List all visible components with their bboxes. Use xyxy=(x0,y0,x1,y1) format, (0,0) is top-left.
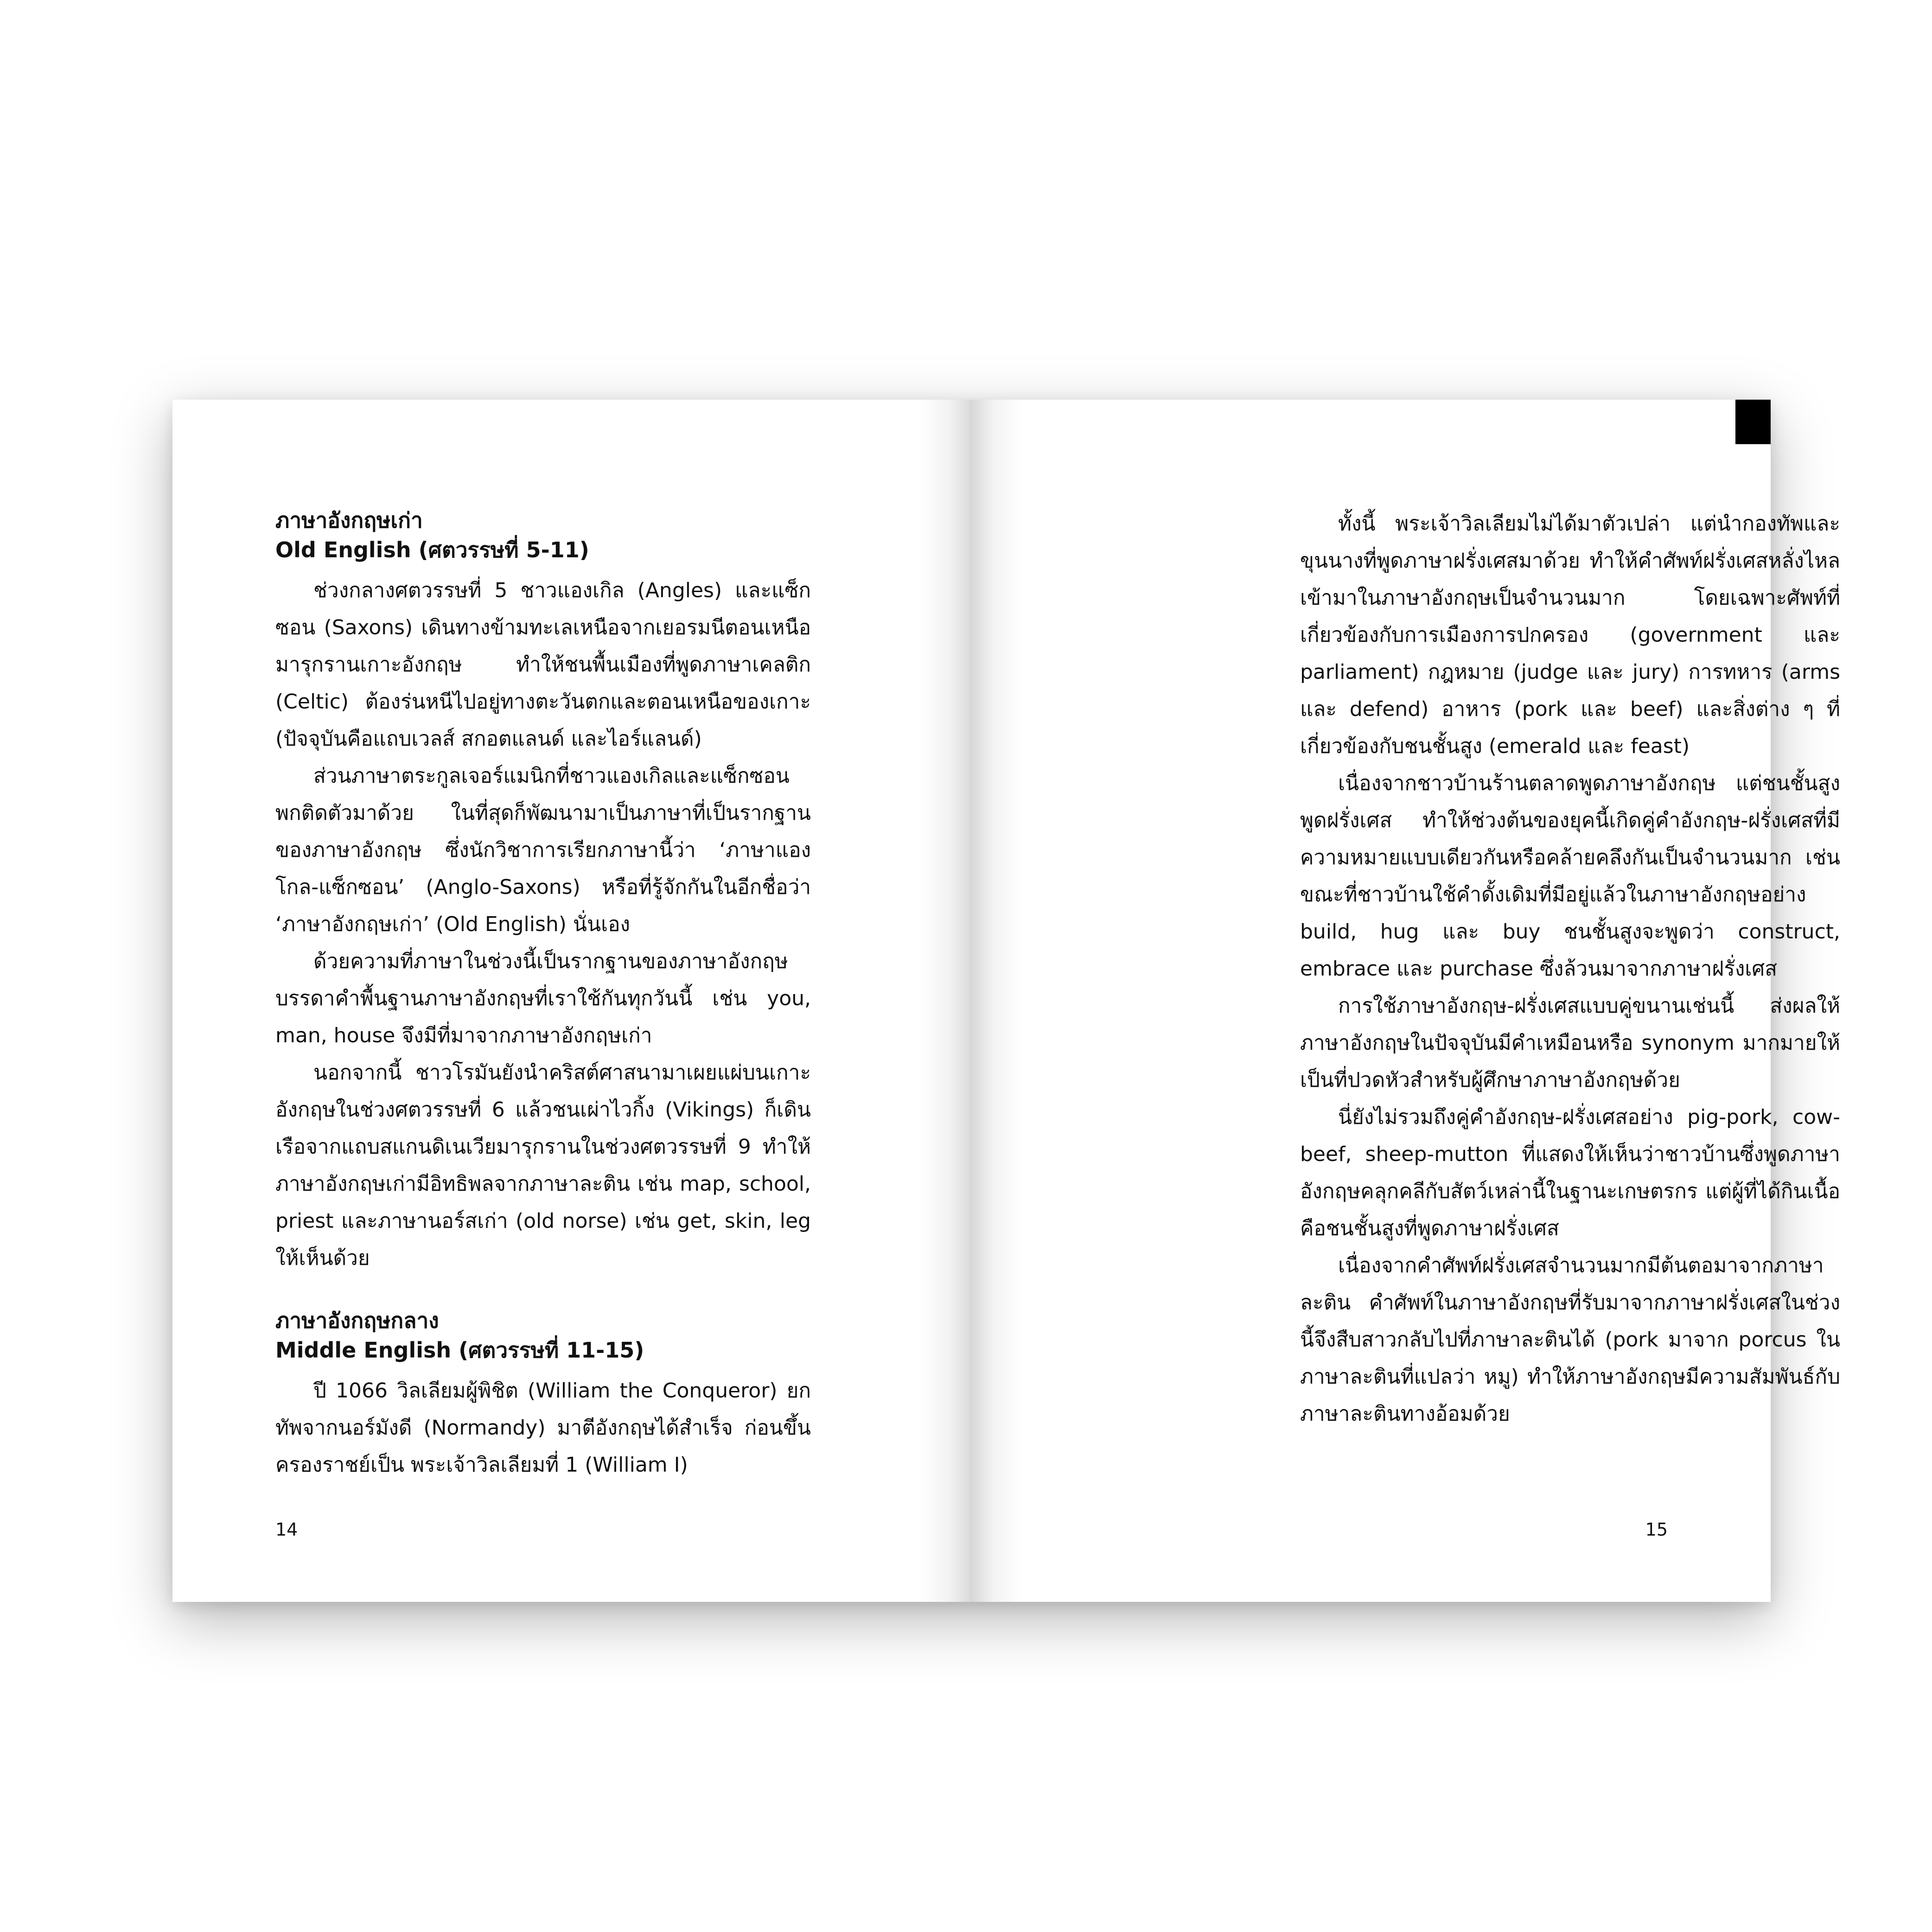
page-number-right: 15 xyxy=(1645,1519,1668,1540)
heading-english: Middle English (ศตวรรษที่ 11-15) xyxy=(275,1338,644,1363)
paragraph: ทั้งนี้ พระเจ้าวิลเลียมไม่ได้มาตัวเปล่า แต่นำกองทัพและขุนนางที่พูดภาษาฝรั่งเศสมาด้วย ทำให้คำศัพท์ฝรั่งเศสหลั่งไหลเข้ามาในภาษาอังกฤษเป็นจำนวนมาก โดยเฉพาะศัพท์ที่เกี่ยวข้องกับการเมืองการปกครอง (government และ parliament) กฎหมาย (judge และ jury) การทหาร (arms และ defend) อาหาร (pork และ beef) และสิ่งต่าง ๆ ที่เกี่ยวข้องกับชนชั้นสูง (emerald และ feast) xyxy=(1300,512,1840,758)
paragraph: เนื่องจากชาวบ้านร้านตลาดพูดภาษาอังกฤษ แต่ชนชั้นสูงพูดฝรั่งเศส ทำให้ช่วงต้นของยุคนี้เกิดคู่คำอังกฤษ-ฝรั่งเศสที่มีความหมายแบบเดียวกันหรือคล้ายคลึงกันเป็นจำนวนมาก เช่น ขณะที่ชาวบ้านใช้คำดั้งเดิมที่มีอยู่แล้วในภาษาอังกฤษอย่าง build, hug และ buy ชนชั้นสูงจะพูดว่า construct, embrace และ purchase ซึ่งล้วนมาจากภาษาฝรั่งเศส xyxy=(1300,772,1840,981)
page-number-left: 14 xyxy=(275,1519,298,1540)
section-heading-old-english xyxy=(275,505,811,565)
gutter-shadow-left xyxy=(919,400,970,1602)
paragraph: เนื่องจากคำศัพท์ฝรั่งเศสจำนวนมากมีต้นตอมาจากภาษาละติน คำศัพท์ในภาษาอังกฤษที่รับมาจากภาษาฝรั่งเศสในช่วงนี้จึงสืบสาวกลับไปที่ภาษาละตินได้ (pork มาจาก porcus ในภาษาละตินที่แปลว่า หมู) ทำให้ภาษาอังกฤษมีความสัมพันธ์กับภาษาละตินทางอ้อมด้วย xyxy=(1300,1254,1840,1426)
open-book xyxy=(172,400,1840,1602)
gutter-shadow-right xyxy=(970,400,1021,1602)
paragraph: ปี 1066 วิลเลียมผู้พิชิต (William the Conqueror) ยกทัพจากนอร์มังดี (Normandy) มาตีอังกฤษได้สำเร็จ ก่อนขึ้นครองราชย์เป็น พระเจ้าวิลเลียมที่ 1 (William I) xyxy=(275,1379,811,1477)
section-spacer xyxy=(275,1277,811,1306)
paragraph: นอกจากนี้ ชาวโรมันยังนำคริสต์ศาสนามาเผยแผ่บนเกาะอังกฤษในช่วงศตวรรษที่ 6 แล้วชนเผ่าไวกิ้ง (Vikings) ก็เดินเรือจากแถบสแกนดิเนเวียมารุกรานในช่วงศตวรรษที่ 9 ทำให้ภาษาอังกฤษเก่ามีอิทธิพลจากภาษาละติน เช่น map, school, priest และภาษานอร์สเก่า (old norse) เช่น get, skin, leg ให้เห็นด้วย xyxy=(275,1061,811,1270)
left-page xyxy=(172,400,970,1602)
paragraph: ด้วยความที่ภาษาในช่วงนี้เป็นรากฐานของภาษาอังกฤษ บรรดาคำพื้นฐานภาษาอังกฤษที่เราใช้กันทุกวันนี้ เช่น you, man, house จึงมีที่มาจากภาษาอังกฤษเก่า xyxy=(275,950,811,1047)
heading-thai: ภาษาอังกฤษเก่า xyxy=(275,508,423,533)
heading-thai: ภาษาอังกฤษกลาง xyxy=(275,1308,439,1333)
paragraph: นี่ยังไม่รวมถึงคู่คำอังกฤษ-ฝรั่งเศสอย่าง pig-pork, cow-beef, sheep-mutton ที่แสดงให้เห็นว่าชาวบ้านซึ่งพูดภาษาอังกฤษคลุกคลีกับสัตว์เหล่านี้ในฐานะเกษตรกร แต่ผู้ที่ได้กินเนื้อคือชนชั้นสูงที่พูดภาษาฝรั่งเศส xyxy=(1300,1105,1840,1240)
paragraph: ช่วงกลางศตวรรษที่ 5 ชาวแองเกิล (Angles) และแซ็กซอน (Saxons) เดินทางข้ามทะเลเหนือจากเยอรมนีตอนเหนือมารุกรานเกาะอังกฤษ ทำให้ชนพื้นเมืองที่พูดภาษาเคลติก (Celtic) ต้องร่นหนีไปอยู่ทางตะวันตกและตอนเหนือของเกาะ (ปัจจุบันคือแถบเวลส์ สกอตแลนด์ และไอร์แลนด์) xyxy=(275,579,811,751)
right-page xyxy=(970,400,1840,1602)
right-page-text xyxy=(1300,505,1840,1433)
paragraph: การใช้ภาษาอังกฤษ-ฝรั่งเศสแบบคู่ขนานเช่นนี้ ส่งผลให้ภาษาอังกฤษในปัจจุบันมีคำเหมือนหรือ synonym มากมายให้เป็นที่ปวดหัวสำหรับผู้ศึกษาภาษาอังกฤษด้วย xyxy=(1300,994,1840,1092)
thumb-index-tab xyxy=(1735,400,1771,444)
section-heading-middle-english xyxy=(275,1306,811,1365)
heading-english: Old English (ศตวรรษที่ 5-11) xyxy=(275,537,589,562)
paragraph: ส่วนภาษาตระกูลเจอร์แมนิกที่ชาวแองเกิลและแซ็กซอนพกติดตัวมาด้วย ในที่สุดก็พัฒนามาเป็นภาษาที่เป็นรากฐานของภาษาอังกฤษ ซึ่งนักวิชาการเรียกภาษานี้ว่า ‘ภาษาแองโกล-แซ็กซอน’ (Anglo-Saxons) หรือที่รู้จักกันในอีกชื่อว่า ‘ภาษาอังกฤษเก่า’ (Old English) นั่นเอง xyxy=(275,764,811,936)
left-page-text xyxy=(275,505,811,1484)
